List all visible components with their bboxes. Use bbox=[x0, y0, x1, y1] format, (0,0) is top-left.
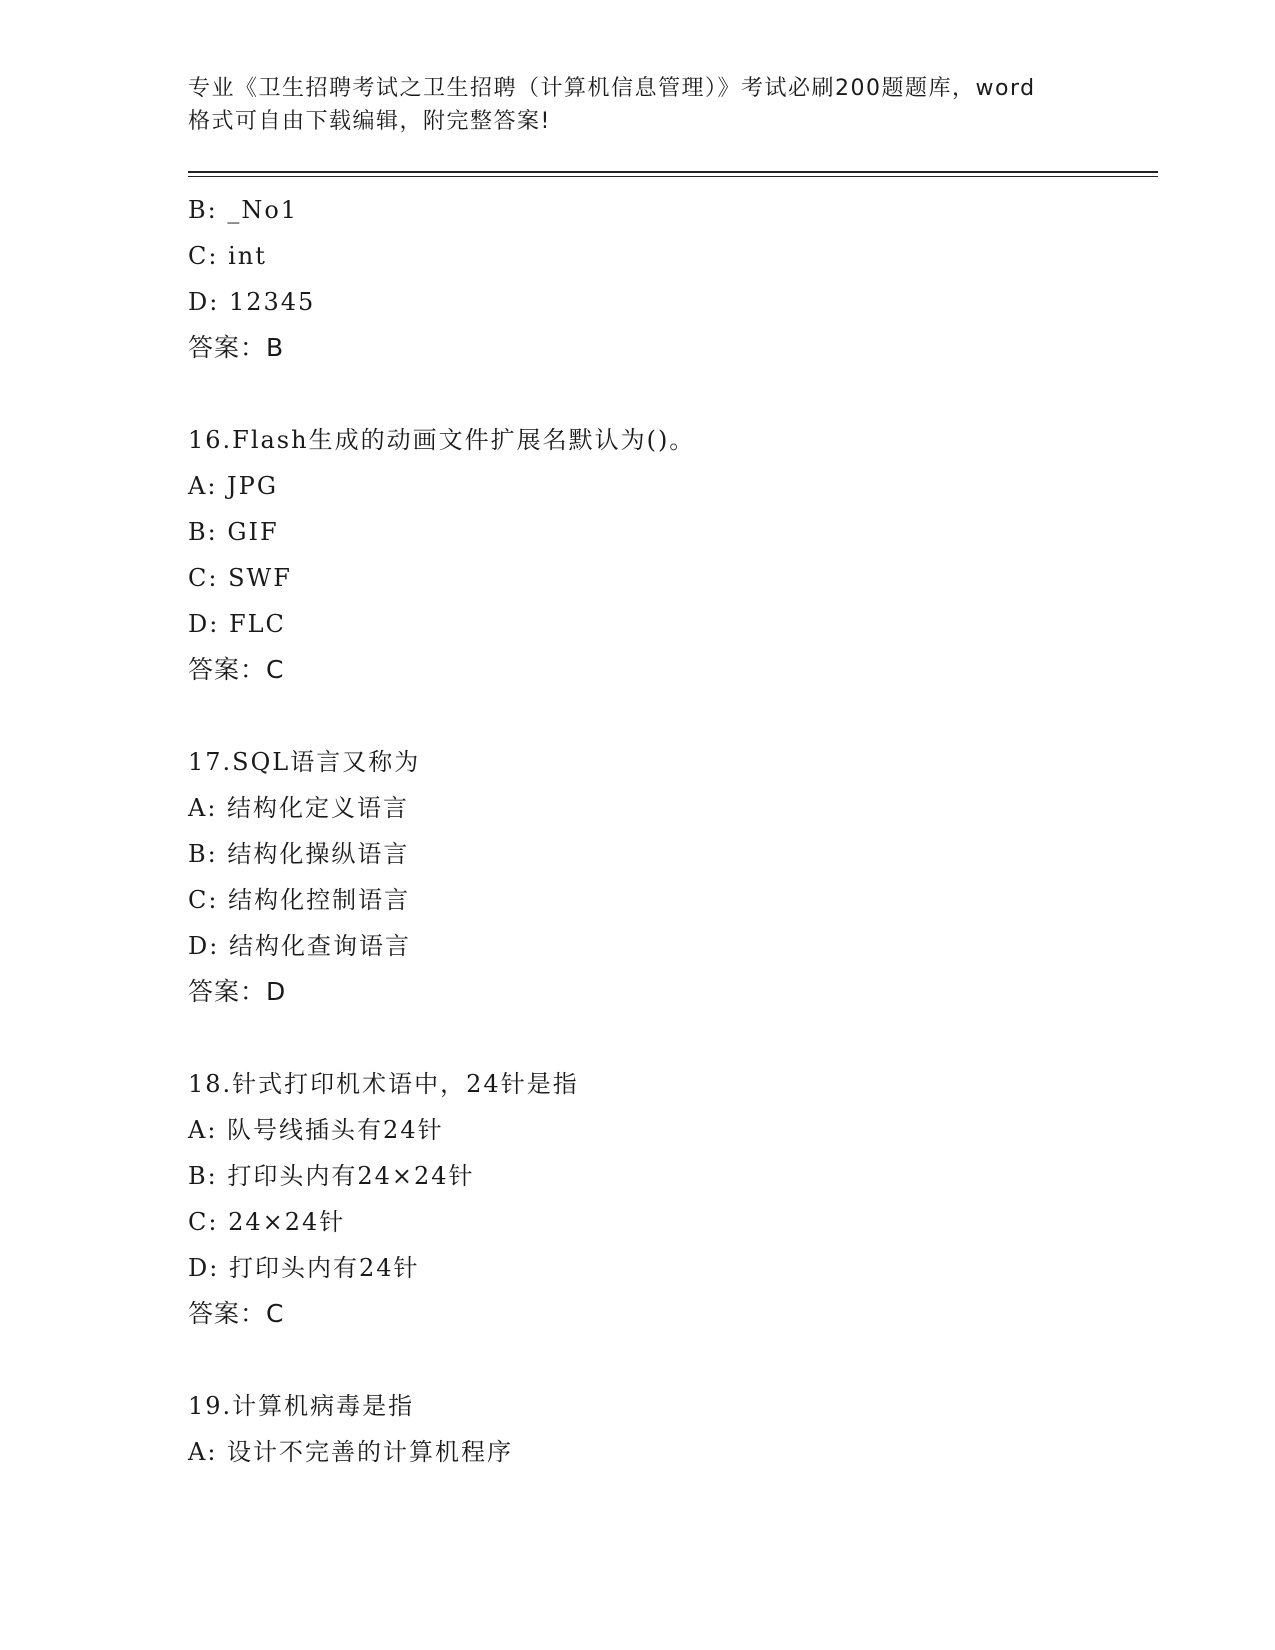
question-text: 17.SQL语言又称为 bbox=[188, 748, 421, 776]
question-text: 18.针式打印机术语中，24针是指 bbox=[188, 1070, 579, 1098]
question-16 bbox=[188, 417, 1158, 693]
option-a: A: 结构化定义语言 bbox=[188, 794, 410, 822]
option-c: C: 结构化控制语言 bbox=[188, 886, 411, 914]
option-d: D: 打印头内有24针 bbox=[188, 1254, 420, 1282]
option-d: D: 结构化查询语言 bbox=[188, 932, 411, 960]
option-b: B: 结构化操纵语言 bbox=[188, 840, 410, 868]
option-a: A: 队号线插头有24针 bbox=[188, 1116, 444, 1144]
option-a: A: 设计不完善的计算机程序 bbox=[188, 1438, 514, 1466]
option-a: A: JPG bbox=[188, 472, 278, 500]
option-b: B: _No1 bbox=[188, 196, 299, 224]
option-d: D: FLC bbox=[188, 610, 286, 638]
answer-line: 答案：C bbox=[188, 655, 285, 684]
document-header bbox=[188, 72, 1158, 138]
option-c: C: int bbox=[188, 242, 267, 270]
question-18 bbox=[188, 1061, 1158, 1337]
header-line-2: 格式可自由下载编辑，附完整答案! bbox=[188, 109, 551, 134]
option-b: B: GIF bbox=[188, 518, 279, 546]
answer-line: 答案：C bbox=[188, 1299, 285, 1328]
answer-line: 答案：B bbox=[188, 333, 285, 362]
header-divider bbox=[188, 171, 1158, 177]
answer-line: 答案：D bbox=[188, 977, 287, 1006]
option-d: D: 12345 bbox=[188, 288, 316, 316]
question-text: 19.计算机病毒是指 bbox=[188, 1392, 415, 1420]
question-text: 16.Flash生成的动画文件扩展名默认为()。 bbox=[188, 426, 696, 454]
option-c: C: SWF bbox=[188, 564, 292, 592]
question-17 bbox=[188, 739, 1158, 1015]
question-fragment bbox=[188, 187, 1158, 371]
header-line-1: 专业《卫生招聘考试之卫生招聘（计算机信息管理）》考试必刷200题题库，word bbox=[188, 76, 1036, 101]
option-c: C: 24×24针 bbox=[188, 1208, 346, 1236]
option-b: B: 打印头内有24×24针 bbox=[188, 1162, 475, 1190]
document-page bbox=[188, 72, 1158, 1475]
question-19 bbox=[188, 1383, 1158, 1475]
